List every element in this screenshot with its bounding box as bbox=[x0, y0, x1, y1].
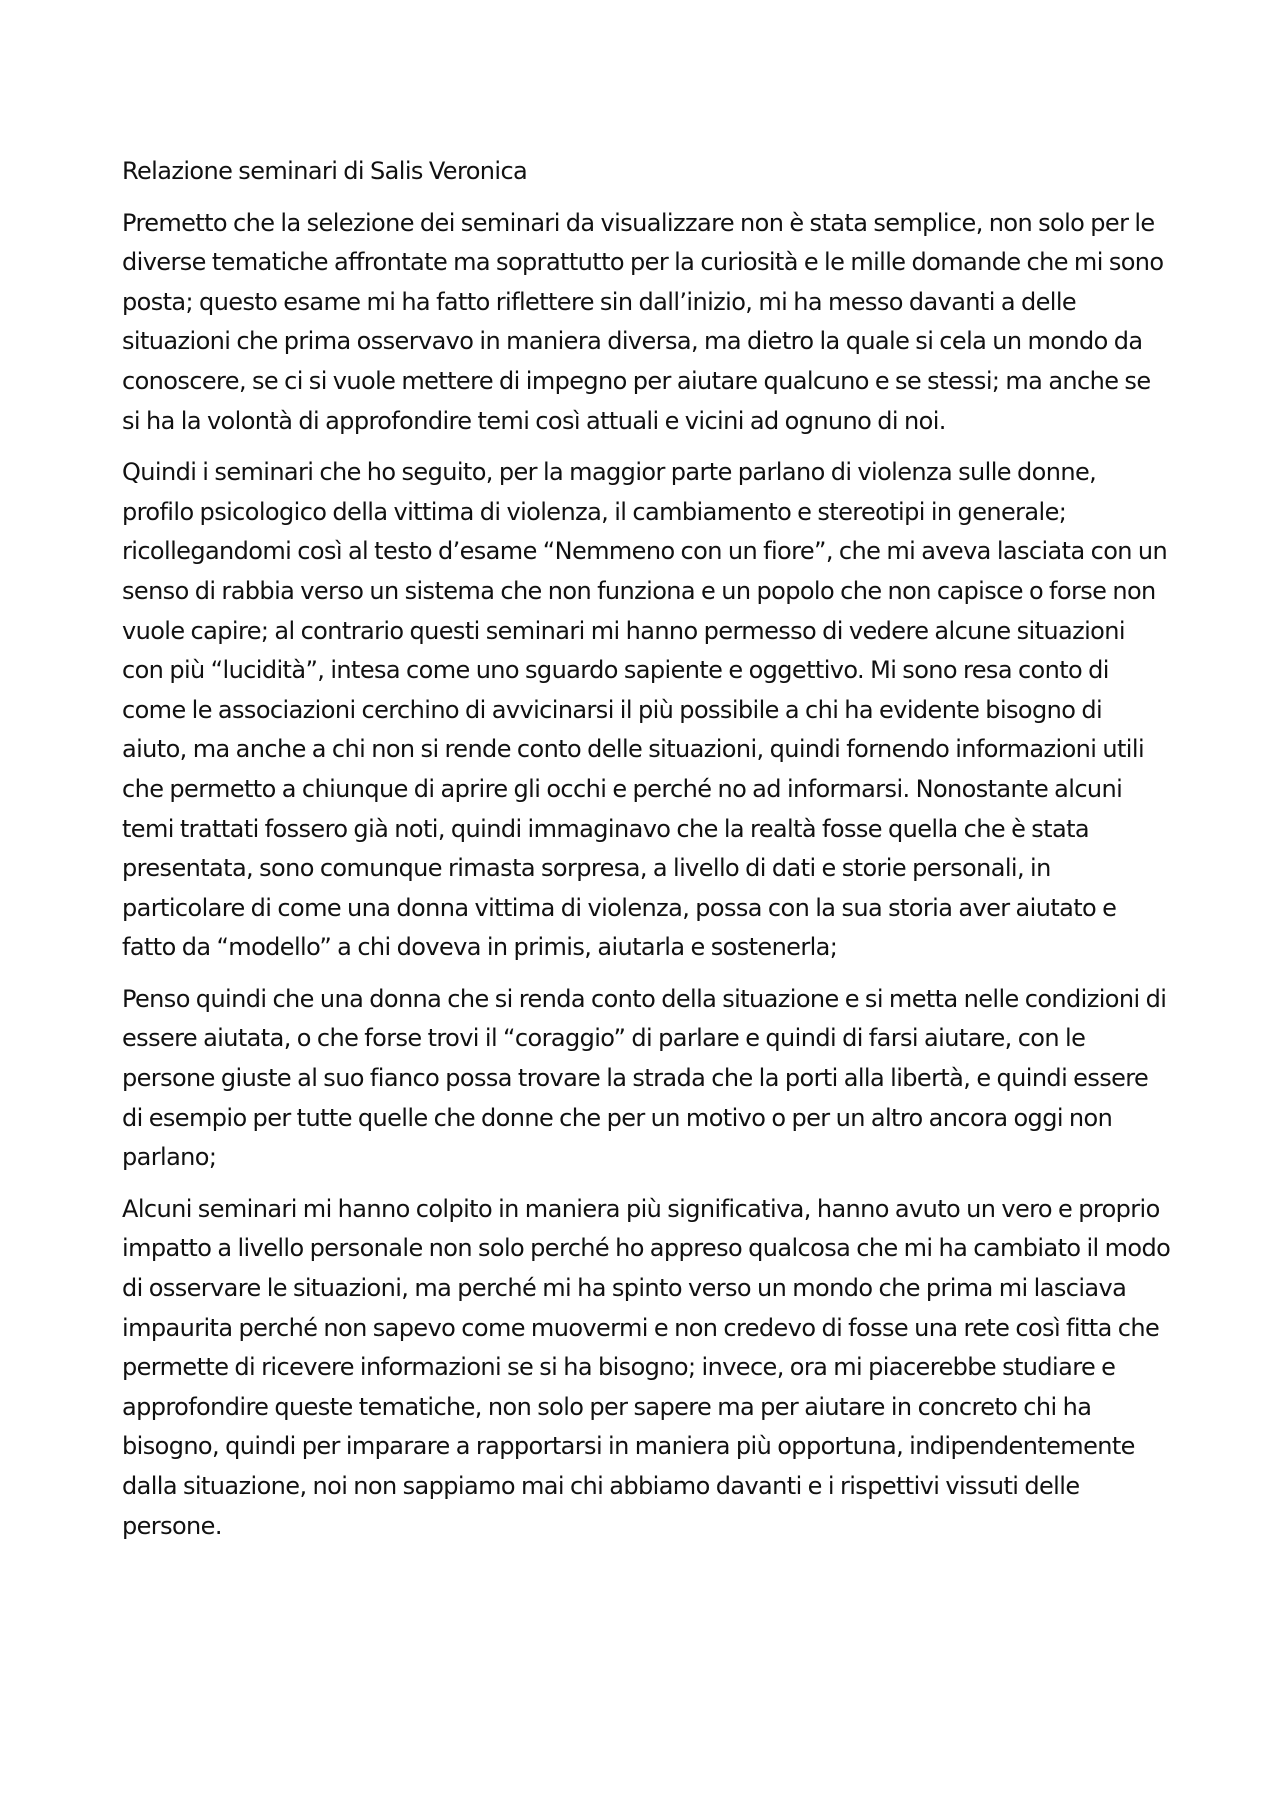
document-page bbox=[122, 152, 1172, 1558]
paragraph-2: Quindi i seminari che ho seguito, per la maggior parte parlano di violenza sulle donne, profilo psicologico della vittima di violenza, il cambiamento e stereotipi in generale; ricollegandomi così al testo d’esame “Nemmeno con un fiore”, che mi aveva lasciata con un senso di rabbia verso un sistema che non funziona e un popolo che non capisce o forse non vuole capire; al contrario questi seminari mi hanno permesso di vedere alcune situazioni con più “lucidità”, intesa come uno sguardo sapiente e oggettivo. Mi sono resa conto di come le associazioni cerchino di avvicinarsi il più possibile a chi ha evidente bisogno di aiuto, ma anche a chi non si rende conto delle situazioni, quindi fornendo informazioni utili che permetto a chiunque di aprire gli occhi e perché no ad informarsi. Nonostante alcuni temi trattati fossero già noti, quindi immaginavo che la realtà fosse quella che è stata presentata, sono comunque rimasta sorpresa, a livello di dati e storie personali, in particolare di come una donna vittima di violenza, possa con la sua storia aver aiutato e fatto da “modello” a chi doveva in primis, aiutarla e sostenerla; bbox=[122, 458, 1168, 962]
paragraph-3: Penso quindi che una donna che si renda conto della situazione e si metta nelle condizioni di essere aiutata, o che forse trovi il “coraggio” di parlare e quindi di farsi aiutare, con le persone giuste al suo fianco possa trovare la strada che la porti alla libertà, e quindi essere di esempio per tutte quelle che donne che per un motivo o per un altro ancora oggi non parlano; bbox=[122, 984, 1167, 1172]
document-title: Relazione seminari di Salis Veronica bbox=[122, 157, 528, 185]
paragraph-1: Premetto che la selezione dei seminari da visualizzare non è stata semplice, non solo per le diverse tematiche affrontate ma soprattutto per la curiosità e le mille domande che mi sono posta; questo esame mi ha fatto riflettere sin dall’inizio, mi ha messo davanti a delle situazioni che prima osservavo in maniera diversa, ma dietro la quale si cela un mondo da conoscere, se ci si vuole mettere di impegno per aiutare qualcuno e se stessi; ma anche se si ha la volontà di approfondire temi così attuali e vicini ad ognuno di noi. bbox=[122, 208, 1164, 435]
paragraph-4: Alcuni seminari mi hanno colpito in maniera più significativa, hanno avuto un vero e proprio impatto a livello personale non solo perché ho appreso qualcosa che mi ha cambiato il modo di osservare le situazioni, ma perché mi ha spinto verso un mondo che prima mi lasciava impaurita perché non sapevo come muovermi e non credevo di fosse una rete così fitta che permette di ricevere informazioni se si ha bisogno; invece, ora mi piacerebbe studiare e approfondire queste tematiche, non solo per sapere ma per aiutare in concreto chi ha bisogno, quindi per imparare a rapportarsi in maniera più opportuna, indipendentemente dalla situazione, noi non sappiamo mai chi abbiamo davanti e i rispettivi vissuti delle persone. bbox=[122, 1194, 1171, 1540]
